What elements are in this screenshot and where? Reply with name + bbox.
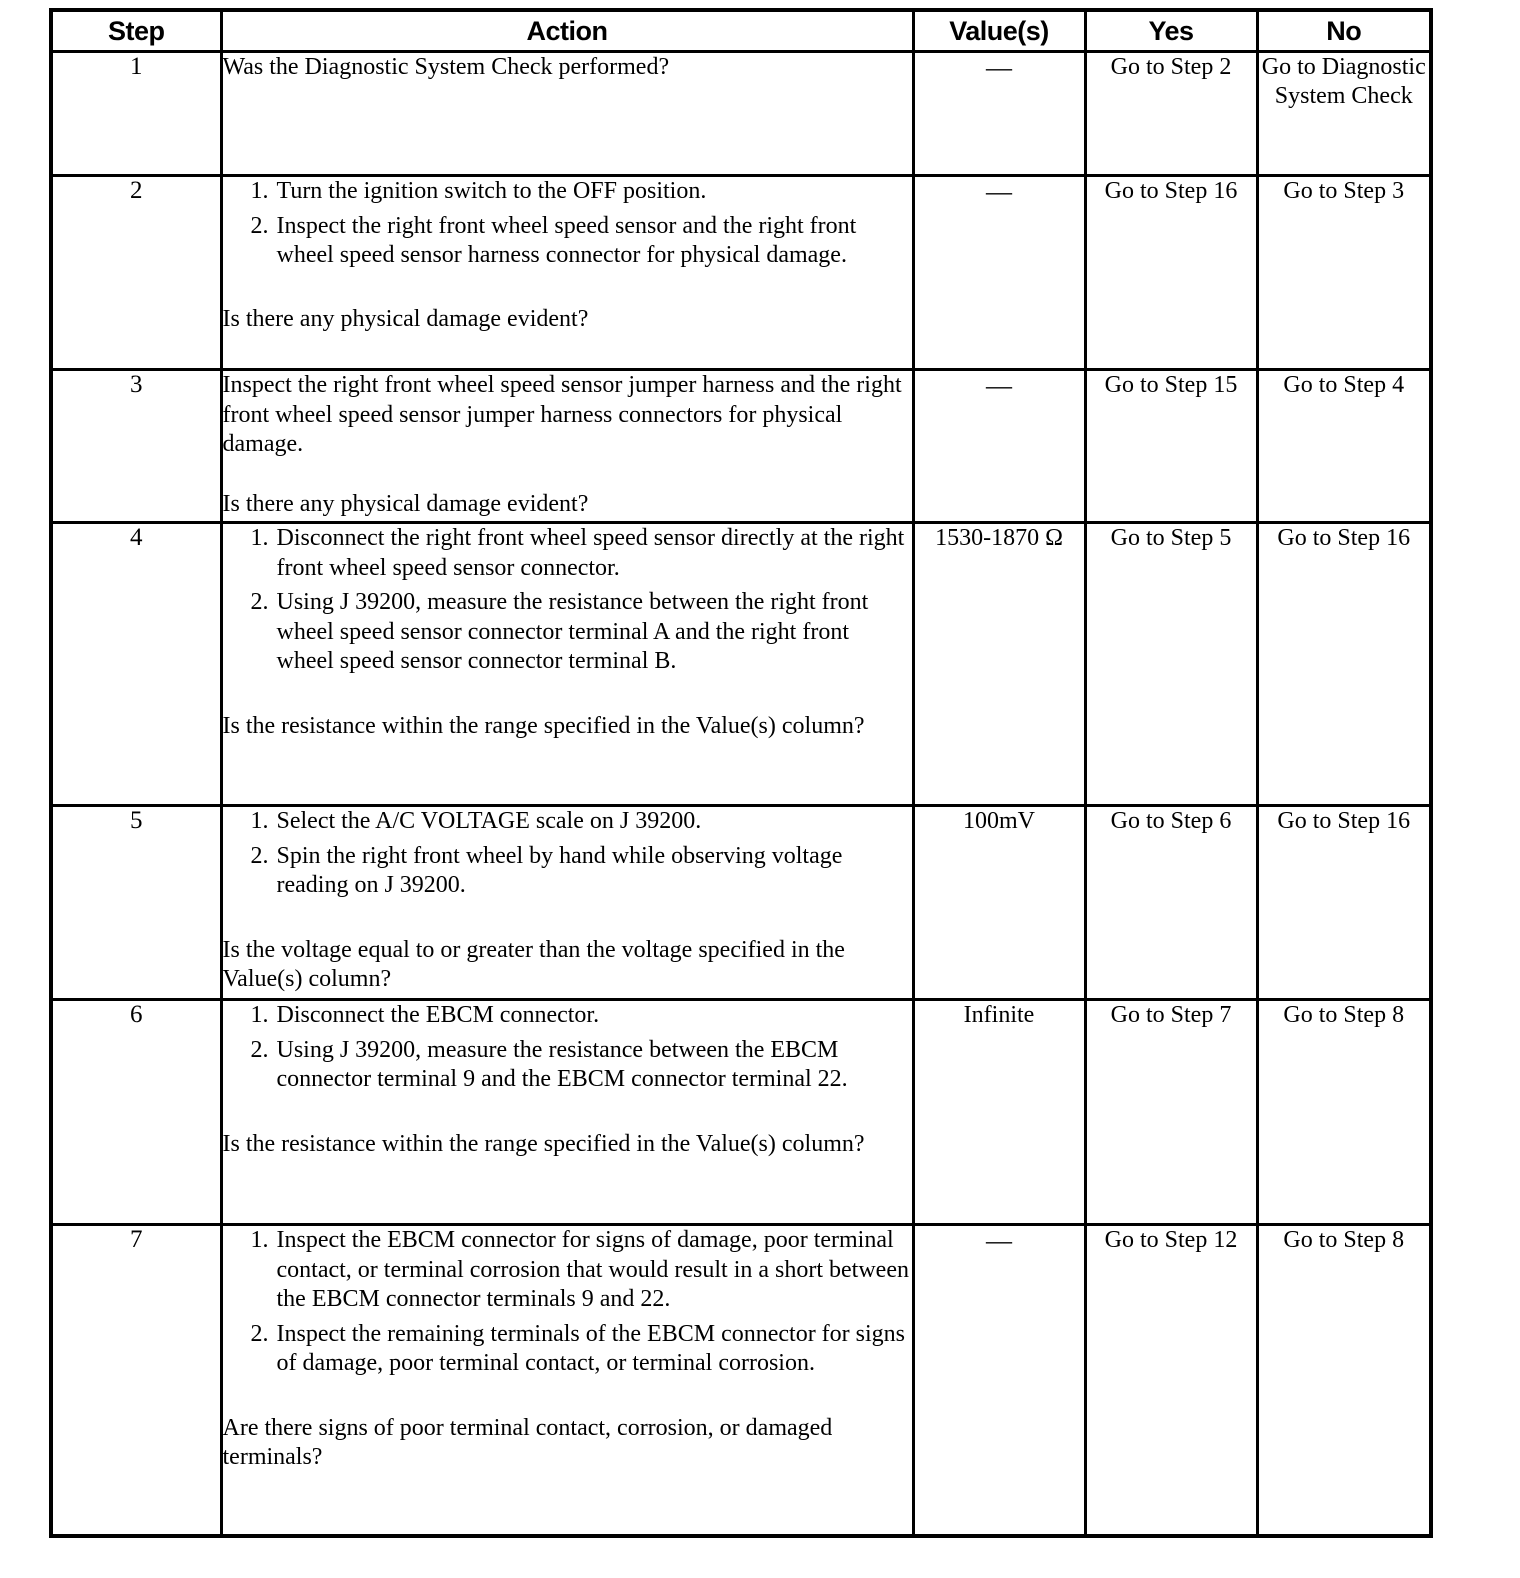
diagnostic-table-page (49, 8, 1429, 1538)
action-steps (223, 1001, 912, 1095)
action-step-item: 2. Inspect the remaining terminals of the EBCM connector for signs of damage, poor terminal contact, or terminal corrosion. (275, 1320, 912, 1379)
no-cell: Go to Step 4 (1257, 370, 1431, 523)
action-steps (223, 1226, 912, 1379)
step-number: 1 (51, 52, 221, 176)
step-number: 4 (51, 523, 221, 806)
action-question: Is there any physical damage evident? (222, 490, 589, 517)
action-cell (221, 1225, 913, 1537)
no-cell: Go to Diagnostic System Check (1257, 52, 1431, 176)
no-cell: Go to Step 3 (1257, 176, 1431, 370)
value-cell: 100mV (913, 806, 1085, 1000)
action-steps (223, 177, 912, 271)
action-question: Is the voltage equal to or greater than the voltage specified in the Value(s) column? (222, 936, 845, 992)
action-question: Is the resistance within the range specified in the Value(s) column? (222, 712, 865, 739)
yes-cell: Go to Step 16 (1085, 176, 1257, 370)
value-text: — (986, 53, 1012, 82)
header-yes: Yes (1085, 10, 1257, 52)
step-number: 3 (51, 370, 221, 523)
yes-cell: Go to Step 12 (1085, 1225, 1257, 1537)
table-row (51, 370, 1431, 523)
action-question: Are there signs of poor terminal contact, corrosion, or damaged terminals? (222, 1414, 833, 1470)
no-cell: Go to Step 8 (1257, 1225, 1431, 1537)
table-row (51, 52, 1431, 176)
step-number: 7 (51, 1225, 221, 1537)
action-step-item: 2. Using J 39200, measure the resistance between the right front wheel speed sensor connector terminal A and the right front wheel speed sensor connector terminal B. (275, 588, 912, 677)
value-cell (913, 370, 1085, 523)
value-cell: 1530-1870 Ω (913, 523, 1085, 806)
yes-cell: Go to Step 15 (1085, 370, 1257, 523)
action-cell (221, 370, 913, 523)
value-cell (913, 52, 1085, 176)
action-steps (223, 807, 912, 901)
yes-cell: Go to Step 6 (1085, 806, 1257, 1000)
header-action: Action (221, 10, 913, 52)
table-row (51, 176, 1431, 370)
value-text: — (986, 177, 1012, 206)
no-cell: Go to Step 16 (1257, 806, 1431, 1000)
header-step: Step (51, 10, 221, 52)
action-cell (221, 176, 913, 370)
action-cell (221, 52, 913, 176)
step-number: 6 (51, 1000, 221, 1225)
diagnostic-table (49, 8, 1433, 1538)
action-step-item: 1. Disconnect the right front wheel speed sensor directly at the right front wheel speed sensor connector. (275, 524, 912, 583)
action-step-item: 2. Inspect the right front wheel speed sensor and the right front wheel speed sensor harness connector for physical damage. (275, 212, 912, 271)
header-values: Value(s) (913, 10, 1085, 52)
table-row (51, 806, 1431, 1000)
no-cell: Go to Step 8 (1257, 1000, 1431, 1225)
action-text: Inspect the right front wheel speed sensor jumper harness and the right front wheel speed sensor jumper harness connectors for physical damage. (222, 372, 902, 457)
step-number: 5 (51, 806, 221, 1000)
action-cell (221, 806, 913, 1000)
header-row (51, 10, 1431, 52)
value-cell (913, 1225, 1085, 1537)
action-step-item: 1. Select the A/C VOLTAGE scale on J 39200. (275, 807, 912, 837)
action-step-item: 1. Disconnect the EBCM connector. (275, 1001, 912, 1031)
value-text: — (986, 371, 1012, 400)
action-question: Is the resistance within the range specified in the Value(s) column? (222, 1130, 865, 1157)
no-cell: Go to Step 16 (1257, 523, 1431, 806)
action-step-item: 2. Using J 39200, measure the resistance between the EBCM connector terminal 9 and the EBCM connector terminal 22. (275, 1036, 912, 1095)
action-question: Is there any physical damage evident? (222, 305, 589, 332)
value-text: — (986, 1226, 1012, 1255)
table-row (51, 1000, 1431, 1225)
yes-cell: Go to Step 5 (1085, 523, 1257, 806)
action-step-item: 1. Inspect the EBCM connector for signs of damage, poor terminal contact, or terminal corrosion that would result in a short between the EBCM connector terminals 9 and 22. (275, 1226, 912, 1315)
action-cell (221, 1000, 913, 1225)
header-no: No (1257, 10, 1431, 52)
yes-cell: Go to Step 7 (1085, 1000, 1257, 1225)
step-number: 2 (51, 176, 221, 370)
action-text: Was the Diagnostic System Check performed? (222, 54, 670, 80)
table-row (51, 523, 1431, 806)
action-steps (223, 524, 912, 677)
table-row (51, 1225, 1431, 1537)
value-cell: Infinite (913, 1000, 1085, 1225)
yes-cell: Go to Step 2 (1085, 52, 1257, 176)
action-cell (221, 523, 913, 806)
action-step-item: 2. Spin the right front wheel by hand while observing voltage reading on J 39200. (275, 842, 912, 901)
value-cell (913, 176, 1085, 370)
action-step-item: 1. Turn the ignition switch to the OFF position. (275, 177, 912, 207)
